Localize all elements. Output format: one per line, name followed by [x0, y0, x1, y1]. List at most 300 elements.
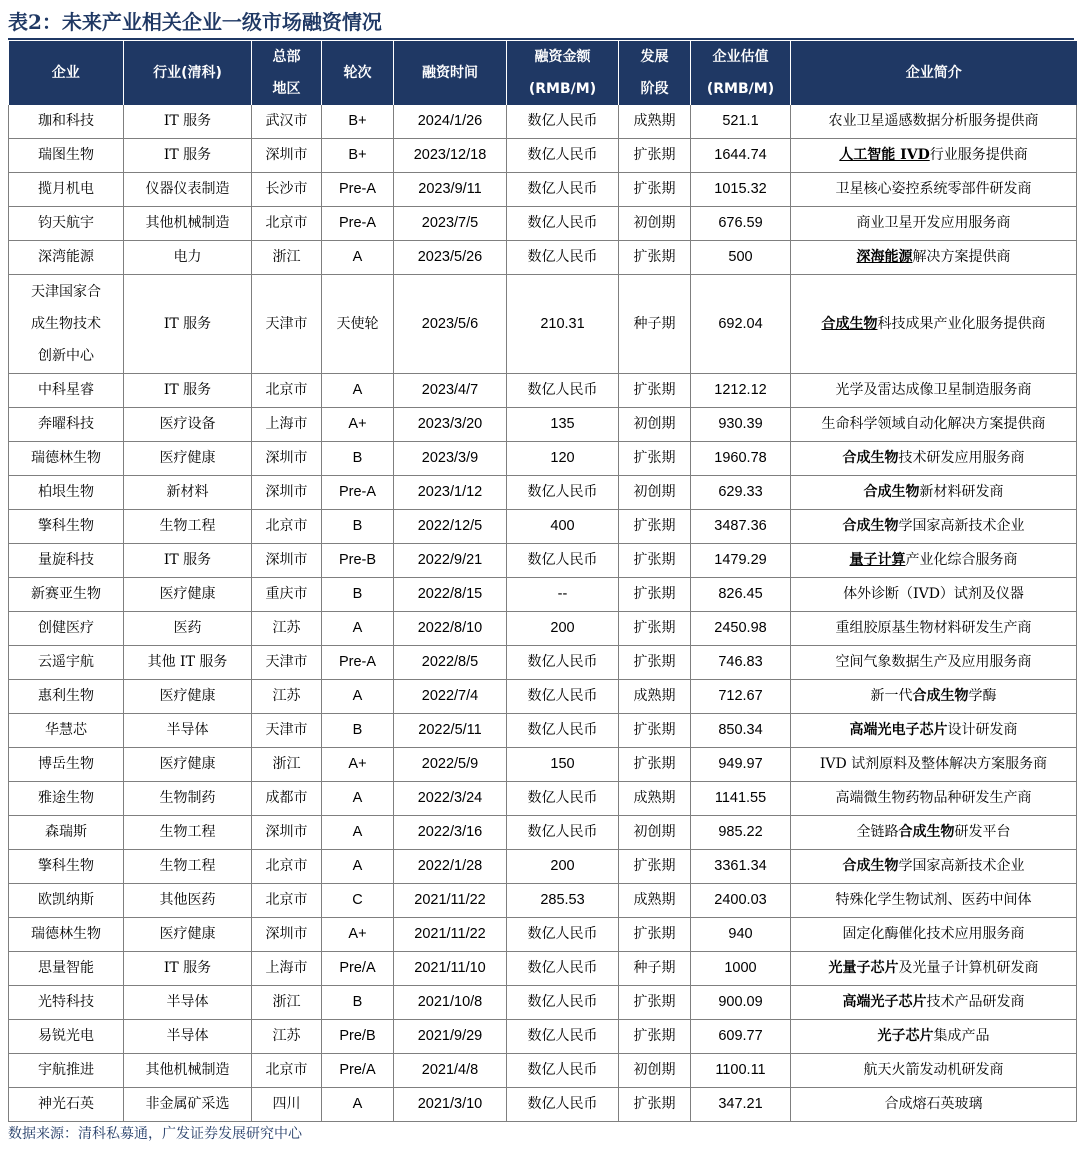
company-cell: 钧天航宇 [9, 207, 124, 241]
amount-cell: 数亿人民币 [507, 173, 619, 207]
keyword-highlight: 合成生物 [842, 858, 899, 874]
date-cell: 2022/3/16 [394, 816, 507, 850]
amount-cell: 200 [507, 850, 619, 884]
intro-text: 新一代 [870, 688, 913, 704]
company-cell: 创健医疗 [9, 612, 124, 646]
date-cell: 2022/3/24 [394, 782, 507, 816]
stage-cell: 扩张期 [619, 748, 691, 782]
region-cell: 深圳市 [252, 816, 322, 850]
table-row [9, 816, 1077, 850]
intro-text: 设计研发商 [947, 722, 1018, 738]
round-cell: 天使轮 [322, 275, 394, 374]
intro-text: 高端微生物药物品种研发生产商 [835, 790, 1032, 806]
amount-cell: 数亿人民币 [507, 1088, 619, 1122]
round-cell: A [322, 241, 394, 275]
intro-cell [791, 544, 1077, 578]
amount-cell: 数亿人民币 [507, 241, 619, 275]
stage-cell: 扩张期 [619, 442, 691, 476]
intro-cell [791, 207, 1077, 241]
region-cell: 北京市 [252, 884, 322, 918]
keyword-highlight: 高端光子芯片 [842, 994, 927, 1010]
intro-cell [791, 139, 1077, 173]
intro-text: 体外诊断（IVD）试剂及仪器 [843, 586, 1024, 602]
valuation-cell: 940 [691, 918, 791, 952]
company-cell: 中科星睿 [9, 374, 124, 408]
amount-cell: 285.53 [507, 884, 619, 918]
valuation-cell: 609.77 [691, 1020, 791, 1054]
intro-text: 学国家高新技术企业 [898, 518, 1025, 534]
intro-cell [791, 408, 1077, 442]
industry-cell: 医疗健康 [124, 680, 252, 714]
valuation-cell: 1000 [691, 952, 791, 986]
valuation-cell: 1960.78 [691, 442, 791, 476]
industry-cell: 医疗健康 [124, 442, 252, 476]
round-cell: A+ [322, 408, 394, 442]
company-cell: 天津国家合 成生物技术 创新中心 [9, 275, 124, 374]
stage-cell: 扩张期 [619, 510, 691, 544]
date-cell: 2024/1/26 [394, 105, 507, 139]
stage-cell: 初创期 [619, 408, 691, 442]
intro-cell [791, 510, 1077, 544]
intro-cell [791, 952, 1077, 986]
intro-text: 光学及雷达成像卫星制造服务商 [835, 382, 1032, 398]
industry-cell: 医疗健康 [124, 748, 252, 782]
round-cell: A+ [322, 918, 394, 952]
stage-cell: 扩张期 [619, 714, 691, 748]
intro-cell [791, 173, 1077, 207]
intro-cell [791, 578, 1077, 612]
region-cell: 北京市 [252, 1054, 322, 1088]
company-cell: 瑞德林生物 [9, 918, 124, 952]
intro-cell [791, 884, 1077, 918]
intro-cell [791, 275, 1077, 374]
round-cell: Pre-A [322, 207, 394, 241]
industry-cell: 医疗健康 [124, 578, 252, 612]
date-cell: 2022/8/10 [394, 612, 507, 646]
round-cell: B [322, 510, 394, 544]
header-row [9, 41, 1077, 105]
round-cell: Pre-B [322, 544, 394, 578]
financing-table [8, 41, 1077, 1122]
region-cell: 上海市 [252, 408, 322, 442]
intro-cell [791, 986, 1077, 1020]
table-row [9, 105, 1077, 139]
industry-cell: IT 服务 [124, 374, 252, 408]
industry-cell: 生物工程 [124, 510, 252, 544]
stage-cell: 成熟期 [619, 782, 691, 816]
intro-cell [791, 714, 1077, 748]
stage-cell: 扩张期 [619, 986, 691, 1020]
intro-cell [791, 241, 1077, 275]
stage-cell: 初创期 [619, 476, 691, 510]
keyword-highlight: 光子芯片 [877, 1028, 934, 1044]
intro-text: 技术研发应用服务商 [898, 450, 1025, 466]
intro-text: 集成产品 [933, 1028, 990, 1044]
amount-cell: 数亿人民币 [507, 476, 619, 510]
header-intro: 企业简介 [791, 41, 1077, 105]
valuation-cell: 1479.29 [691, 544, 791, 578]
date-cell: 2021/9/29 [394, 1020, 507, 1054]
industry-cell: IT 服务 [124, 952, 252, 986]
round-cell: A [322, 816, 394, 850]
intro-cell [791, 748, 1077, 782]
round-cell: A [322, 612, 394, 646]
intro-cell [791, 1088, 1077, 1122]
industry-cell: 半导体 [124, 714, 252, 748]
intro-text: 研发平台 [954, 824, 1011, 840]
intro-cell [791, 476, 1077, 510]
header-date: 融资时间 [394, 41, 507, 105]
intro-text: 商业卫星开发应用服务商 [856, 215, 1011, 231]
industry-cell: 其他 IT 服务 [124, 646, 252, 680]
company-cell: 惠利生物 [9, 680, 124, 714]
amount-cell: 数亿人民币 [507, 1020, 619, 1054]
intro-text: 产业化综合服务商 [905, 552, 1018, 568]
valuation-cell: 3487.36 [691, 510, 791, 544]
company-cell: 宇航推进 [9, 1054, 124, 1088]
stage-cell: 扩张期 [619, 646, 691, 680]
stage-cell: 扩张期 [619, 374, 691, 408]
valuation-cell: 1100.11 [691, 1054, 791, 1088]
region-cell: 江苏 [252, 1020, 322, 1054]
amount-cell: -- [507, 578, 619, 612]
table-row [9, 782, 1077, 816]
header-company: 企业 [9, 41, 124, 105]
region-cell: 成都市 [252, 782, 322, 816]
table-row [9, 646, 1077, 680]
region-cell: 长沙市 [252, 173, 322, 207]
valuation-cell: 692.04 [691, 275, 791, 374]
round-cell: C [322, 884, 394, 918]
intro-cell [791, 442, 1077, 476]
date-cell: 2023/1/12 [394, 476, 507, 510]
company-cell: 珈和科技 [9, 105, 124, 139]
stage-cell: 扩张期 [619, 918, 691, 952]
date-cell: 2022/9/21 [394, 544, 507, 578]
region-cell: 武汉市 [252, 105, 322, 139]
table-row [9, 510, 1077, 544]
intro-text: IVD 试剂原料及整体解决方案服务商 [819, 756, 1048, 772]
round-cell: A [322, 782, 394, 816]
stage-cell: 种子期 [619, 952, 691, 986]
date-cell: 2021/11/10 [394, 952, 507, 986]
region-cell: 江苏 [252, 612, 322, 646]
table-row [9, 952, 1077, 986]
intro-text: 特殊化学生物试剂、医药中间体 [835, 892, 1032, 908]
header-stage: 发展 阶段 [619, 41, 691, 105]
industry-cell: IT 服务 [124, 544, 252, 578]
table-row [9, 275, 1077, 374]
round-cell: A [322, 374, 394, 408]
valuation-cell: 949.97 [691, 748, 791, 782]
table-row [9, 241, 1077, 275]
valuation-cell: 1015.32 [691, 173, 791, 207]
company-cell: 擎科生物 [9, 510, 124, 544]
keyword-highlight: 合成生物 [912, 688, 969, 704]
valuation-cell: 676.59 [691, 207, 791, 241]
stage-cell: 初创期 [619, 1054, 691, 1088]
stage-cell: 成熟期 [619, 680, 691, 714]
keyword-highlight: 合成生物 [898, 824, 955, 840]
amount-cell: 数亿人民币 [507, 1054, 619, 1088]
amount-cell: 数亿人民币 [507, 374, 619, 408]
intro-text: 学国家高新技术企业 [898, 858, 1025, 874]
header-amount: 融资金额 (RMB/M) [507, 41, 619, 105]
amount-cell: 120 [507, 442, 619, 476]
table-row [9, 1020, 1077, 1054]
intro-text: 行业服务提供商 [929, 147, 1028, 163]
company-cell: 云遥宇航 [9, 646, 124, 680]
region-cell: 四川 [252, 1088, 322, 1122]
industry-cell: 其他机械制造 [124, 207, 252, 241]
table-row [9, 680, 1077, 714]
keyword-highlight: 光量子芯片 [828, 960, 899, 976]
round-cell: Pre-A [322, 646, 394, 680]
date-cell: 2022/8/5 [394, 646, 507, 680]
intro-cell [791, 646, 1077, 680]
table-row [9, 408, 1077, 442]
table-body [9, 105, 1077, 1122]
industry-cell: 仪器仪表制造 [124, 173, 252, 207]
date-cell: 2023/4/7 [394, 374, 507, 408]
stage-cell: 初创期 [619, 816, 691, 850]
data-source-note: 数据来源：清科私募通，广发证券发展研究中心 [8, 1126, 302, 1142]
table-row [9, 173, 1077, 207]
intro-text: 重组胶原基生物材料研发生产商 [835, 620, 1032, 636]
intro-cell [791, 105, 1077, 139]
intro-text: 农业卫星遥感数据分析服务提供商 [828, 113, 1039, 129]
region-cell: 深圳市 [252, 139, 322, 173]
keyword-highlight: 高端光电子芯片 [849, 722, 948, 738]
header-round: 轮次 [322, 41, 394, 105]
amount-cell: 150 [507, 748, 619, 782]
amount-cell: 400 [507, 510, 619, 544]
stage-cell: 种子期 [619, 275, 691, 374]
header-valuation: 企业估值 (RMB/M) [691, 41, 791, 105]
round-cell: Pre/A [322, 952, 394, 986]
valuation-cell: 826.45 [691, 578, 791, 612]
date-cell: 2023/5/26 [394, 241, 507, 275]
stage-cell: 扩张期 [619, 241, 691, 275]
round-cell: Pre/A [322, 1054, 394, 1088]
date-cell: 2023/9/11 [394, 173, 507, 207]
intro-text: 科技成果产业化服务提供商 [877, 315, 1046, 332]
intro-text: 合成熔石英玻璃 [884, 1096, 983, 1112]
amount-cell: 数亿人民币 [507, 714, 619, 748]
amount-cell: 135 [507, 408, 619, 442]
valuation-cell: 900.09 [691, 986, 791, 1020]
stage-cell: 成熟期 [619, 884, 691, 918]
round-cell: Pre/B [322, 1020, 394, 1054]
date-cell: 2022/5/11 [394, 714, 507, 748]
round-cell: B [322, 578, 394, 612]
keyword-highlight: 量子计算 [849, 552, 906, 568]
company-cell: 奔曜科技 [9, 408, 124, 442]
region-cell: 天津市 [252, 275, 322, 374]
industry-cell: IT 服务 [124, 139, 252, 173]
industry-cell: 新材料 [124, 476, 252, 510]
industry-cell: 其他医药 [124, 884, 252, 918]
company-cell: 博岳生物 [9, 748, 124, 782]
amount-cell: 数亿人民币 [507, 918, 619, 952]
intro-cell [791, 918, 1077, 952]
table-row [9, 544, 1077, 578]
round-cell: Pre-A [322, 476, 394, 510]
intro-cell [791, 1020, 1077, 1054]
table-row [9, 850, 1077, 884]
region-cell: 重庆市 [252, 578, 322, 612]
keyword-highlight: 深海能源 [856, 249, 913, 265]
table-row [9, 714, 1077, 748]
industry-cell: 电力 [124, 241, 252, 275]
region-cell: 深圳市 [252, 544, 322, 578]
date-cell: 2022/1/28 [394, 850, 507, 884]
table-row [9, 748, 1077, 782]
table-row [9, 139, 1077, 173]
region-cell: 北京市 [252, 207, 322, 241]
valuation-cell: 985.22 [691, 816, 791, 850]
round-cell: B [322, 986, 394, 1020]
valuation-cell: 521.1 [691, 105, 791, 139]
table-row [9, 374, 1077, 408]
keyword-highlight: 合成生物 [842, 518, 899, 534]
industry-cell: 生物工程 [124, 816, 252, 850]
company-cell: 瑞德林生物 [9, 442, 124, 476]
company-cell: 揽月机电 [9, 173, 124, 207]
keyword-highlight: 合成生物 [821, 315, 878, 332]
intro-cell [791, 612, 1077, 646]
valuation-cell: 1141.55 [691, 782, 791, 816]
company-cell: 瑞图生物 [9, 139, 124, 173]
company-cell: 森瑞斯 [9, 816, 124, 850]
intro-text: 技术产品研发商 [926, 994, 1025, 1010]
industry-cell: IT 服务 [124, 105, 252, 139]
amount-cell: 数亿人民币 [507, 782, 619, 816]
keyword-highlight: 合成生物 [842, 450, 899, 466]
amount-cell: 数亿人民币 [507, 139, 619, 173]
date-cell: 2021/10/8 [394, 986, 507, 1020]
region-cell: 深圳市 [252, 442, 322, 476]
company-cell: 雅途生物 [9, 782, 124, 816]
date-cell: 2023/3/20 [394, 408, 507, 442]
date-cell: 2021/3/10 [394, 1088, 507, 1122]
company-cell: 欧凯纳斯 [9, 884, 124, 918]
company-cell: 量旋科技 [9, 544, 124, 578]
region-cell: 深圳市 [252, 918, 322, 952]
keyword-highlight: 人工智能 IVD [839, 147, 930, 163]
table-row [9, 918, 1077, 952]
industry-cell: IT 服务 [124, 275, 252, 374]
region-cell: 北京市 [252, 850, 322, 884]
industry-cell: 非金属矿采选 [124, 1088, 252, 1122]
industry-cell: 其他机械制造 [124, 1054, 252, 1088]
company-cell: 华慧芯 [9, 714, 124, 748]
amount-cell: 数亿人民币 [507, 207, 619, 241]
valuation-cell: 746.83 [691, 646, 791, 680]
intro-cell [791, 1054, 1077, 1088]
stage-cell: 扩张期 [619, 1088, 691, 1122]
date-cell: 2022/7/4 [394, 680, 507, 714]
intro-cell [791, 850, 1077, 884]
region-cell: 浙江 [252, 241, 322, 275]
intro-text: 解决方案提供商 [912, 249, 1011, 265]
industry-cell: 医疗设备 [124, 408, 252, 442]
region-cell: 北京市 [252, 510, 322, 544]
region-cell: 浙江 [252, 986, 322, 1020]
title-rule [8, 38, 1074, 40]
company-cell: 易锐光电 [9, 1020, 124, 1054]
valuation-cell: 2400.03 [691, 884, 791, 918]
table-row [9, 476, 1077, 510]
intro-text: 空间气象数据生产及应用服务商 [835, 654, 1032, 670]
header-region: 总部 地区 [252, 41, 322, 105]
valuation-cell: 2450.98 [691, 612, 791, 646]
date-cell: 2022/8/15 [394, 578, 507, 612]
round-cell: A [322, 850, 394, 884]
industry-cell: 半导体 [124, 1020, 252, 1054]
amount-cell: 数亿人民币 [507, 952, 619, 986]
amount-cell: 数亿人民币 [507, 816, 619, 850]
table-row [9, 207, 1077, 241]
company-cell: 柏垠生物 [9, 476, 124, 510]
round-cell: A [322, 680, 394, 714]
stage-cell: 扩张期 [619, 578, 691, 612]
intro-text: 固定化酶催化技术应用服务商 [842, 926, 1025, 942]
date-cell: 2021/11/22 [394, 884, 507, 918]
date-cell: 2021/11/22 [394, 918, 507, 952]
date-cell: 2023/12/18 [394, 139, 507, 173]
table-row [9, 884, 1077, 918]
industry-cell: 生物制药 [124, 782, 252, 816]
stage-cell: 扩张期 [619, 850, 691, 884]
intro-text: 全链路 [856, 824, 899, 840]
company-cell: 光特科技 [9, 986, 124, 1020]
stage-cell: 成熟期 [619, 105, 691, 139]
date-cell: 2023/3/9 [394, 442, 507, 476]
region-cell: 北京市 [252, 374, 322, 408]
table-title: 表2：未来产业相关企业一级市场融资情况 [8, 10, 382, 34]
valuation-cell: 712.67 [691, 680, 791, 714]
valuation-cell: 629.33 [691, 476, 791, 510]
intro-text: 学酶 [968, 688, 997, 704]
intro-text: 卫星核心姿控系统零部件研发商 [835, 181, 1032, 197]
stage-cell: 初创期 [619, 207, 691, 241]
amount-cell: 200 [507, 612, 619, 646]
region-cell: 上海市 [252, 952, 322, 986]
valuation-cell: 3361.34 [691, 850, 791, 884]
round-cell: B+ [322, 105, 394, 139]
table-row [9, 1088, 1077, 1122]
table-row [9, 986, 1077, 1020]
amount-cell: 数亿人民币 [507, 986, 619, 1020]
valuation-cell: 930.39 [691, 408, 791, 442]
round-cell: B [322, 714, 394, 748]
valuation-cell: 850.34 [691, 714, 791, 748]
stage-cell: 扩张期 [619, 173, 691, 207]
region-cell: 浙江 [252, 748, 322, 782]
keyword-highlight: 合成生物 [863, 484, 920, 500]
table-row [9, 1054, 1077, 1088]
industry-cell: 医药 [124, 612, 252, 646]
date-cell: 2021/4/8 [394, 1054, 507, 1088]
stage-cell: 扩张期 [619, 544, 691, 578]
industry-cell: 医疗健康 [124, 918, 252, 952]
date-cell: 2023/5/6 [394, 275, 507, 374]
amount-cell: 数亿人民币 [507, 680, 619, 714]
region-cell: 天津市 [252, 714, 322, 748]
header-industry: 行业(清科) [124, 41, 252, 105]
intro-cell [791, 374, 1077, 408]
